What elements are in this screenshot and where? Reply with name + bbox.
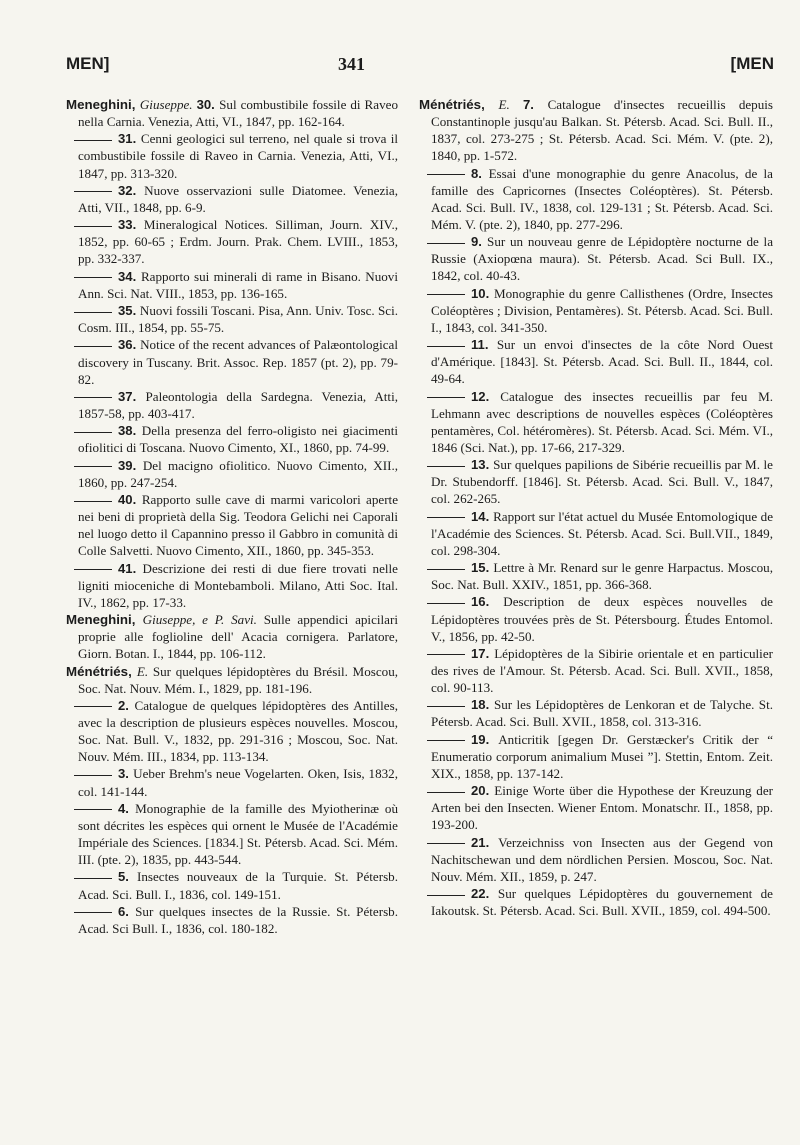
entry-text: Mineralogical Notices. Silliman, Journ. XIV., 1852, pp. 60-65 ; Erdm. Journ. Prak. Chem. LVIII., 1853, pp. 332-337.	[78, 217, 398, 267]
header-left: MEN]	[66, 54, 110, 73]
left-column	[66, 96, 398, 937]
entry-text: Catalogue d'insectes recueillis depuis Constantinople jusqu'au Balkan. St. Pétersb. Acad. Sci. Bull. II., 1837, col. 273-275 ; St. Pétersb. Acad. Sci. Mém. V. (pte. 2), 1840, pp. 1-572.	[431, 97, 774, 164]
ditto-dash	[74, 912, 112, 913]
author-given-name: E.	[498, 97, 524, 112]
entry-number: 39.	[118, 457, 143, 473]
entry-number: 3.	[118, 766, 134, 782]
entry-number: 19.	[471, 731, 499, 747]
author-name: Meneghini,	[66, 97, 140, 112]
ditto-dash	[74, 277, 112, 278]
entry-text: Nuove osservazioni sulle Diatomee. Venezia, Atti, VII., 1848, pp. 6-9.	[78, 182, 398, 215]
ditto-dash	[74, 191, 112, 192]
author-given-name: Giuseppe.	[139, 97, 197, 112]
bibliography-entry	[419, 233, 773, 284]
entry-text: Catalogue de quelques lépidoptères des Antilles, avec la description de plusieurs espèces nouvelles. Moscou, Soc. Nat. Bull. V., 1832, pp. 291-316 ; Moscou, Soc. Nat. Nouv. Mém. III., 1834, pp. 113-134.	[78, 697, 398, 765]
entry-number: 31.	[118, 131, 141, 147]
entry-text: Monographie de la famille des Myiotherinæ où sont décrites les espèces qui ornent le Musée de l'Académie Impériale des Sciences. [1834.] St. Pétersb. Acad. Sci. Mém. III. (pte. 2), 1835, pp. 443-544.	[78, 800, 398, 868]
ditto-dash	[427, 397, 465, 398]
entry-text: Rapporto sulle cave di marmi varicolori aperte nei beni di proprietà della Sig. Teodora Gelichi nei Caporali nel luogo detto il Capannino presso il Gabbro in comunità di Colle Salvetti. Nuovo Cimento, XII., 1860, pp. 345-353.	[78, 492, 399, 559]
entry-number: 17.	[471, 645, 495, 661]
entry-number: 41.	[118, 560, 143, 576]
bibliography-entry	[419, 559, 773, 593]
author-name: Meneghini,	[66, 612, 143, 628]
ditto-dash	[427, 174, 465, 175]
entry-number: 8.	[471, 165, 489, 181]
ditto-dash	[427, 792, 465, 793]
ditto-dash	[74, 706, 112, 707]
ditto-dash	[427, 243, 465, 244]
entry-text: Sur les Lépidoptères de Lenkoran et de Talyche. St. Pétersb. Acad. Sci. Bull. XVII., 1858, col. 313-316.	[431, 697, 774, 730]
ditto-dash	[74, 569, 112, 570]
bibliography-entry	[419, 885, 773, 919]
entry-number: 9.	[471, 234, 488, 250]
bibliography-entry	[66, 96, 398, 130]
bibliography-entry	[66, 457, 398, 491]
entry-number: 15.	[471, 560, 494, 576]
ditto-dash	[427, 706, 465, 707]
entry-text: Anticritik [gegen Dr. Gerstæcker's Critik der “ Enumeratio corporum animalium Musei ”]. Stettin, Entom. Zeit. XIX., 1858, pp. 137-142.	[431, 731, 773, 781]
author-given-name: E.	[136, 663, 153, 679]
entry-number: 37.	[118, 388, 146, 404]
entry-text: Notice of the recent advances of Palæontological discovery in Tuscany. Brit. Assoc. Rep. 1857 (pt. 2), pp. 79-82.	[78, 337, 398, 387]
entry-number: 14.	[471, 508, 494, 524]
bibliography-entry	[66, 560, 398, 611]
ditto-dash	[74, 432, 112, 433]
page-number: 341	[338, 54, 365, 74]
bibliography-entry	[66, 611, 398, 662]
ditto-dash	[74, 346, 112, 347]
bibliography-entry	[66, 903, 398, 937]
ditto-dash	[427, 654, 465, 655]
ditto-dash	[74, 501, 112, 502]
bibliography-entry	[66, 388, 398, 422]
ditto-dash	[427, 843, 465, 844]
entry-number: 22.	[471, 886, 498, 902]
ditto-dash	[74, 809, 112, 810]
bibliography-entry	[419, 285, 773, 336]
entry-number: 21.	[471, 834, 499, 850]
entry-number: 36.	[118, 337, 141, 353]
entry-text: Ueber Brehm's neue Vogelarten. Oken, Isis, 1832, col. 141-144.	[78, 766, 398, 799]
ditto-dash	[74, 466, 112, 467]
ditto-dash	[427, 740, 465, 741]
bibliography-entry	[419, 96, 773, 164]
entry-text: Catalogue des insectes recueillis par feu M. Lehmann avec descriptions de nouvelles espèces (Coléoptères pentamères, Col. hétéromères). St. Pétersb. Acad. Sci. Mém. VI., 1846 (Sci. Nat.), pp. 17-66, 217-329.	[431, 388, 773, 455]
bibliography-entry	[66, 422, 398, 456]
bibliography-entry	[66, 216, 398, 267]
entry-text: Essai d'une monographie du genre Anacolus, de la famille des Capricornes (Insectes Coléoptères). St. Pétersb. Acad. Sci. Bull. IV., 1838, col. 129-131 ; St. Pétersb. Acad. Sci. Mém. V. (pte. 2), 1840, pp. 277-296.	[431, 165, 773, 232]
entry-number: 10.	[471, 285, 494, 301]
ditto-dash	[427, 517, 465, 518]
entry-text: Del macigno ofiolitico. Nuovo Cimento, XII., 1860, pp. 247-254.	[78, 457, 399, 490]
entry-text: Nuovi fossili Toscani. Pisa, Ann. Univ. Tosc. Sci. Cosm. III., 1854, pp. 55-75.	[78, 303, 399, 336]
entry-text: Sulle appendici apicilari proprie alle foglioline dell' Acacia cornigera. Parlatore, Giorn. Botan. I., 1844, pp. 106-112.	[78, 612, 398, 662]
bibliography-entry	[419, 508, 773, 559]
bibliography-entry	[66, 663, 398, 697]
entry-text: Description de deux espèces nouvelles de Lépidoptères trouvées près de St. Pétersbourg. Études Entomol. V., 1856, pp. 42-50.	[431, 594, 773, 644]
author-name: Ménétriés,	[66, 663, 137, 679]
entry-text: Monographie du genre Callisthenes (Ordre, Insectes Coléoptères ; Division, Pentamères). St. Pétersb. Acad. Sci. Bull. I., 1843, col. 341-350.	[431, 285, 773, 335]
entry-text: Verzeichniss von Insecten aus der Gegend von Nachitschewan und dem nördlichen Persien. Moscou, Soc. Nat. Nouv. Mém. XII., 1859, p. 247.	[431, 834, 773, 884]
bibliography-entry	[419, 456, 773, 507]
entry-text: Paleontologia della Sardegna. Venezia, Atti, 1857-58, pp. 403-417.	[78, 388, 398, 421]
bibliography-entry	[66, 302, 398, 336]
bibliography-entry	[66, 491, 398, 559]
bibliography-entry	[66, 268, 398, 302]
author-name: Ménétriés,	[419, 97, 499, 112]
entry-number: 16.	[471, 594, 504, 610]
running-header	[0, 54, 800, 82]
ditto-dash	[427, 294, 465, 295]
bibliography-entry	[419, 782, 773, 833]
entry-number: 20.	[471, 783, 495, 799]
entry-number: 32.	[118, 182, 145, 198]
entry-text: Sur un envoi d'insectes de la côte Nord Ouest d'Amérique. [1843]. St. Pétersb. Acad. Sci. Bull. II., 1844, col. 49-64.	[431, 337, 773, 387]
entry-text: Lettre à Mr. Renard sur le genre Harpactus. Moscou, Soc. Nat. Bull. XXIV., 1851, pp. 366-368.	[431, 560, 774, 593]
ditto-dash	[427, 346, 465, 347]
entry-text: Rapport sur l'état actuel du Musée Entomologique de l'Académie des Sciences. St. Pétersb. Acad. Sci. Bull.VII., 1849, col. 298-304.	[431, 508, 774, 558]
entry-number: 18.	[471, 697, 494, 713]
entry-number: 5.	[118, 869, 137, 885]
bibliography-entry	[419, 388, 773, 456]
ditto-dash	[74, 140, 112, 141]
ditto-dash	[74, 226, 112, 227]
entry-number: 35.	[118, 303, 140, 319]
bibliography-entry	[419, 593, 773, 644]
bibliography-entry	[66, 182, 398, 216]
entry-text: Descrizione dei resti di due fiere trovati nelle ligniti mioceniche di Montebamboli. Milano, Atti Soc. Ital. IV., 1862, pp. 17-33.	[78, 560, 398, 610]
entry-text: Sul combustibile fossile di Raveo nella Carnia. Venezia, Atti, VI., 1847, pp. 162-164.	[78, 97, 398, 130]
entry-number: 6.	[118, 903, 136, 919]
entry-number: 30.	[196, 97, 220, 112]
entry-number: 13.	[471, 457, 494, 473]
author-given-name: Giuseppe, e P. Savi.	[142, 612, 264, 628]
entry-number: 38.	[118, 423, 142, 439]
bibliography-entry	[66, 336, 398, 387]
entry-text: Sur quelques lépidoptères du Brésil. Moscou, Soc. Nat. Nouv. Mém. I., 1829, pp. 181-196.	[78, 663, 399, 696]
bibliography-entry	[66, 800, 398, 868]
right-column	[419, 96, 773, 920]
entry-text: Della presenza del ferro-oligisto nei giacimenti ofiolitici di Toscana. Nuovo Cimento, XI., 1860, pp. 74-99.	[78, 423, 398, 456]
ditto-dash	[74, 312, 112, 313]
entry-text: Sur quelques Lépidoptères du gouvernement de Iakoutsk. St. Pétersb. Acad. Sci. Bull. XVII., 1859, col. 494-500.	[431, 886, 773, 919]
ditto-dash	[427, 569, 465, 570]
bibliography-entry	[419, 645, 773, 696]
ditto-dash	[74, 775, 112, 776]
bibliography-entry	[419, 834, 773, 885]
entry-number: 11.	[471, 337, 497, 353]
ditto-dash	[427, 466, 465, 467]
entry-text: Einige Worte über die Hypothese der Kreuzung der Arten bei den Insecten. Wiener Entom. Monatschr. II., 1858, pp. 193-200.	[431, 783, 773, 833]
entry-text: Sur quelques insectes de la Russie. St. Pétersb. Acad. Sci Bull. I., 1836, col. 180-182.	[78, 903, 398, 936]
ditto-dash	[74, 397, 112, 398]
entry-text: Cenni geologici sul terreno, nel quale si trova il combustibile fossile di Raveo in Carnia. Venezia, Atti, VI., 1847, pp. 313-320.	[78, 131, 398, 181]
bibliography-entry	[66, 765, 398, 799]
ditto-dash	[427, 895, 465, 896]
bibliography-entry	[419, 696, 773, 730]
ditto-dash	[74, 878, 112, 879]
bibliography-entry	[419, 731, 773, 782]
bibliography-entry	[66, 868, 398, 902]
entry-number: 7.	[523, 97, 548, 112]
entry-number: 40.	[118, 492, 142, 508]
entry-number: 4.	[118, 800, 136, 816]
entry-number: 12.	[471, 388, 501, 404]
entry-text: Lépidoptères de la Sibirie orientale et en particulier des rives de l'Amour. St. Pétersb. Acad. Sci. Bull. XVII., 1858, col. 90-113.	[431, 645, 773, 696]
entry-number: 33.	[118, 217, 144, 233]
entry-text: Sur quelques papilions de Sibérie recueillis par M. le Dr. Stubendorff. [1846]. St. Pétersb. Acad. Sci. Bull. V., 1847, col. 262-265.	[431, 457, 773, 507]
entry-text: Insectes nouveaux de la Turquie. St. Pétersb. Acad. Sci. Bull. I., 1836, col. 149-151.	[78, 869, 398, 902]
bibliography-entry	[419, 165, 773, 233]
bibliography-entry	[66, 697, 398, 765]
entry-text: Sur un nouveau genre de Lépidoptère nocturne de la Russie (Axiopœna maura). St. Pétersb. Acad. Sci Bull. IX., 1842, col. 40-43.	[431, 234, 774, 284]
entry-text: Rapporto sui minerali di rame in Bisano. Nuovi Ann. Sci. Nat. VIII., 1853, pp. 136-165.	[78, 268, 398, 301]
ditto-dash	[427, 603, 465, 604]
header-right: [MEN	[730, 54, 774, 73]
bibliography-entry	[419, 336, 773, 387]
entry-number: 2.	[118, 697, 135, 713]
bibliography-entry	[66, 130, 398, 181]
entry-number: 34.	[118, 268, 141, 284]
